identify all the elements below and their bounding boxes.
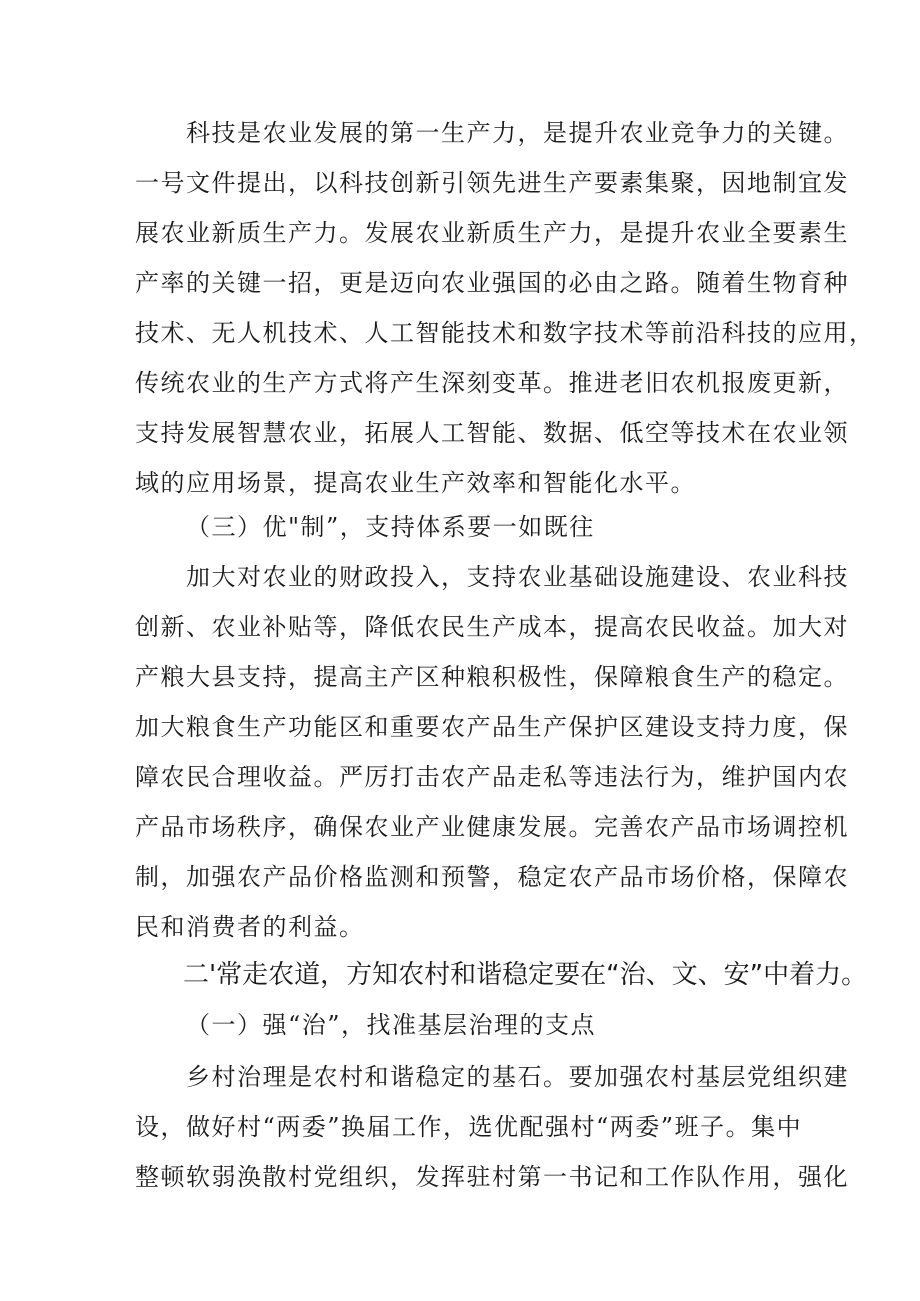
paragraph-line: 障农民合理收益。严厉打击农产品走私等违法行为，维护国内农 <box>135 763 849 791</box>
paragraph-line: 加大对农业的财政投入，支持农业基础设施建设、农业科技 <box>186 563 849 591</box>
paragraph-line: 产品市场秩序，确保农业产业健康发展。完善农产品市场调控机 <box>135 813 849 841</box>
subheading-one: （一）强“治”，找准基层治理的支点 <box>186 1011 597 1039</box>
subheading-three: （三）优"制”，支持体系要一如既往 <box>186 513 595 541</box>
paragraph-line: 设，做好村“两委”换届工作，选优配强村“两委”班子。集中 <box>135 1113 803 1141</box>
section-two-heading: 二'常走农道，方知农村和谐稳定要在“治、文、安”中着力。 <box>183 960 868 990</box>
paragraph-line: 创新、农业补贴等，降低农民生产成本，提高农民收益。加大对 <box>135 613 849 641</box>
paragraph-line: 技术、无人机技术、人工智能技术和数字技术等前沿科技的应用， <box>135 319 875 347</box>
paragraph-line: 整顿软弱涣散村党组织，发挥驻村第一书记和工作队作用，强化 <box>135 1163 849 1191</box>
paragraph-line: 支持发展智慧农业，拓展人工智能、数据、低空等技术在农业领 <box>135 419 849 447</box>
paragraph-line: 科技是农业发展的第一生产力，是提升农业竞争力的关键。 <box>186 119 849 147</box>
paragraph-line: 传统农业的生产方式将产生深刻变革。推进老旧农机报废更新， <box>135 369 849 397</box>
paragraph-line: 一号文件提出，以科技创新引领先进生产要素集聚，因地制宜发 <box>135 169 849 197</box>
paragraph-line: 产粮大县支持，提高主产区种粮积极性，保障粮食生产的稳定。 <box>135 663 849 691</box>
paragraph-line: 民和消费者的利益。 <box>135 913 365 941</box>
paragraph-line: 产率的关键一招，更是迈向农业强国的必由之路。随着生物育种 <box>135 269 849 297</box>
paragraph-line: 乡村治理是农村和谐稳定的基石。要加强农村基层党组织建 <box>186 1063 849 1091</box>
paragraph-line: 展农业新质生产力。发展农业新质生产力，是提升农业全要素生 <box>135 219 849 247</box>
paragraph-line: 制，加强农产品价格监测和预警，稳定农产品市场价格，保障农 <box>135 863 849 891</box>
paragraph-line: 加大粮食生产功能区和重要农产品生产保护区建设支持力度，保 <box>135 713 849 741</box>
paragraph-line: 域的应用场景，提高农业生产效率和智能化水平。 <box>135 469 696 497</box>
